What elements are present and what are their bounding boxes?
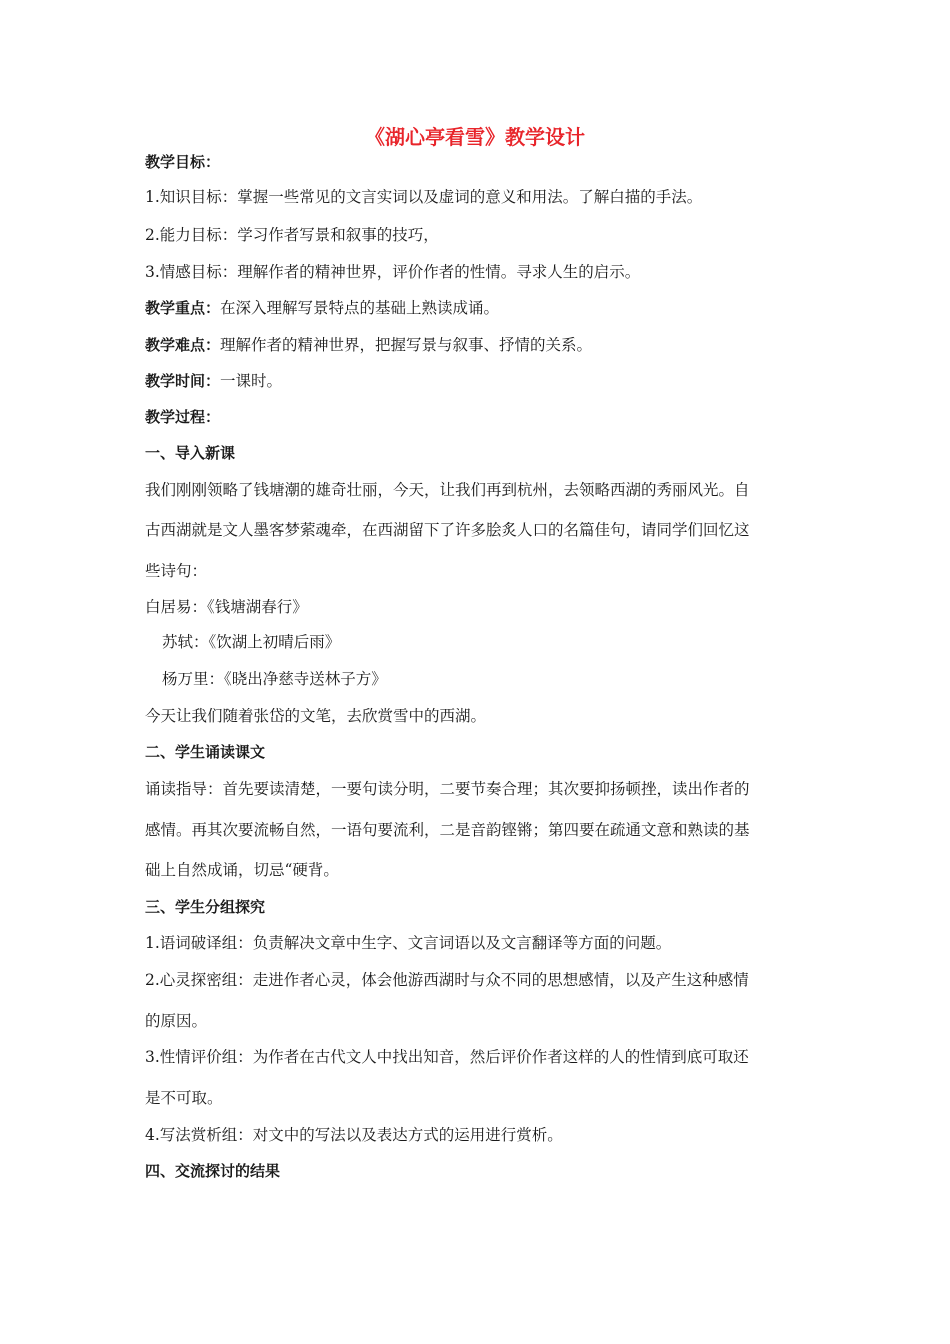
time-row xyxy=(145,371,282,391)
poem-line: 白居易：《钱塘湖春行》 xyxy=(145,598,308,616)
section3-item: 2.心灵探密组：走进作者心灵，体会他游西湖时与众不同的思想感情，以及产生这种感情 xyxy=(145,971,749,989)
section1-line: 些诗句： xyxy=(145,562,208,580)
section2-line: 础上自然成诵，切忌“硬背。 xyxy=(145,861,339,879)
key-point-label: 教学重点： xyxy=(145,299,221,317)
section3-item: 4.写法赏析组：对文中的写法以及表达方式的运用进行赏析。 xyxy=(145,1126,563,1144)
section1-line: 古西湖就是文人墨客梦萦魂牵，在西湖留下了许多脍炙人口的名篇佳句，请同学们回忆这 xyxy=(145,521,750,539)
section1-closing: 今天让我们随着张岱的文笔，去欣赏雪中的西湖。 xyxy=(145,707,487,725)
poem-line: 苏轼：《饮湖上初晴后雨》 xyxy=(162,633,341,651)
section4-heading: 四、交流探讨的结果 xyxy=(145,1162,281,1180)
section3-item: 1.语词破译组：负责解决文章中生字、文言词语以及文言翻译等方面的问题。 xyxy=(145,934,672,952)
objective-emotion: 3.情感目标：理解作者的精神世界，评价作者的性情。寻求人生的启示。 xyxy=(145,263,641,281)
section1-line: 我们刚刚领略了钱塘潮的雄奇壮丽，今天，让我们再到杭州，去领略西湖的秀丽风光。自 xyxy=(145,481,750,499)
section3-item-continued: 是不可取。 xyxy=(145,1089,223,1107)
key-point-row xyxy=(145,298,499,318)
section3-heading: 三、学生分组探究 xyxy=(145,898,266,916)
objective-knowledge: 1.知识目标：掌握一些常见的文言实词以及虚词的意义和用法。了解白描的手法。 xyxy=(145,188,703,206)
objective-ability: 2.能力目标：学习作者写景和叙事的技巧， xyxy=(145,226,439,244)
process-heading: 教学过程： xyxy=(145,408,221,426)
difficulty-text: 理解作者的精神世界，把握写景与叙事、抒情的关系。 xyxy=(220,336,593,354)
key-point-text: 在深入理解写景特点的基础上熟读成诵。 xyxy=(220,299,500,317)
document-title: 《湖心亭看雪》教学设计 xyxy=(365,125,585,149)
difficulty-label: 教学难点： xyxy=(145,336,221,354)
section3-item: 3.性情评价组：为作者在古代文人中找出知音，然后评价作者这样的人的性情到底可取还 xyxy=(145,1048,749,1066)
poem-line: 杨万里：《晓出净慈寺送林子方》 xyxy=(162,670,387,688)
section2-line: 感情。再其次要流畅自然，一语句要流利，二是音韵铿锵；第四要在疏通文意和熟读的基 xyxy=(145,821,750,839)
section2-heading: 二、学生诵读课文 xyxy=(145,743,266,761)
objectives-heading: 教学目标： xyxy=(145,153,221,171)
time-text: 一课时。 xyxy=(220,372,283,390)
section1-heading: 一、导入新课 xyxy=(145,444,236,462)
section3-item-continued: 的原因。 xyxy=(145,1012,208,1030)
section2-line: 诵读指导：首先要读清楚，一要句读分明，二要节奏合理；其次要抑扬顿挫，读出作者的 xyxy=(145,780,750,798)
time-label: 教学时间： xyxy=(145,372,221,390)
difficulty-row xyxy=(145,335,592,355)
